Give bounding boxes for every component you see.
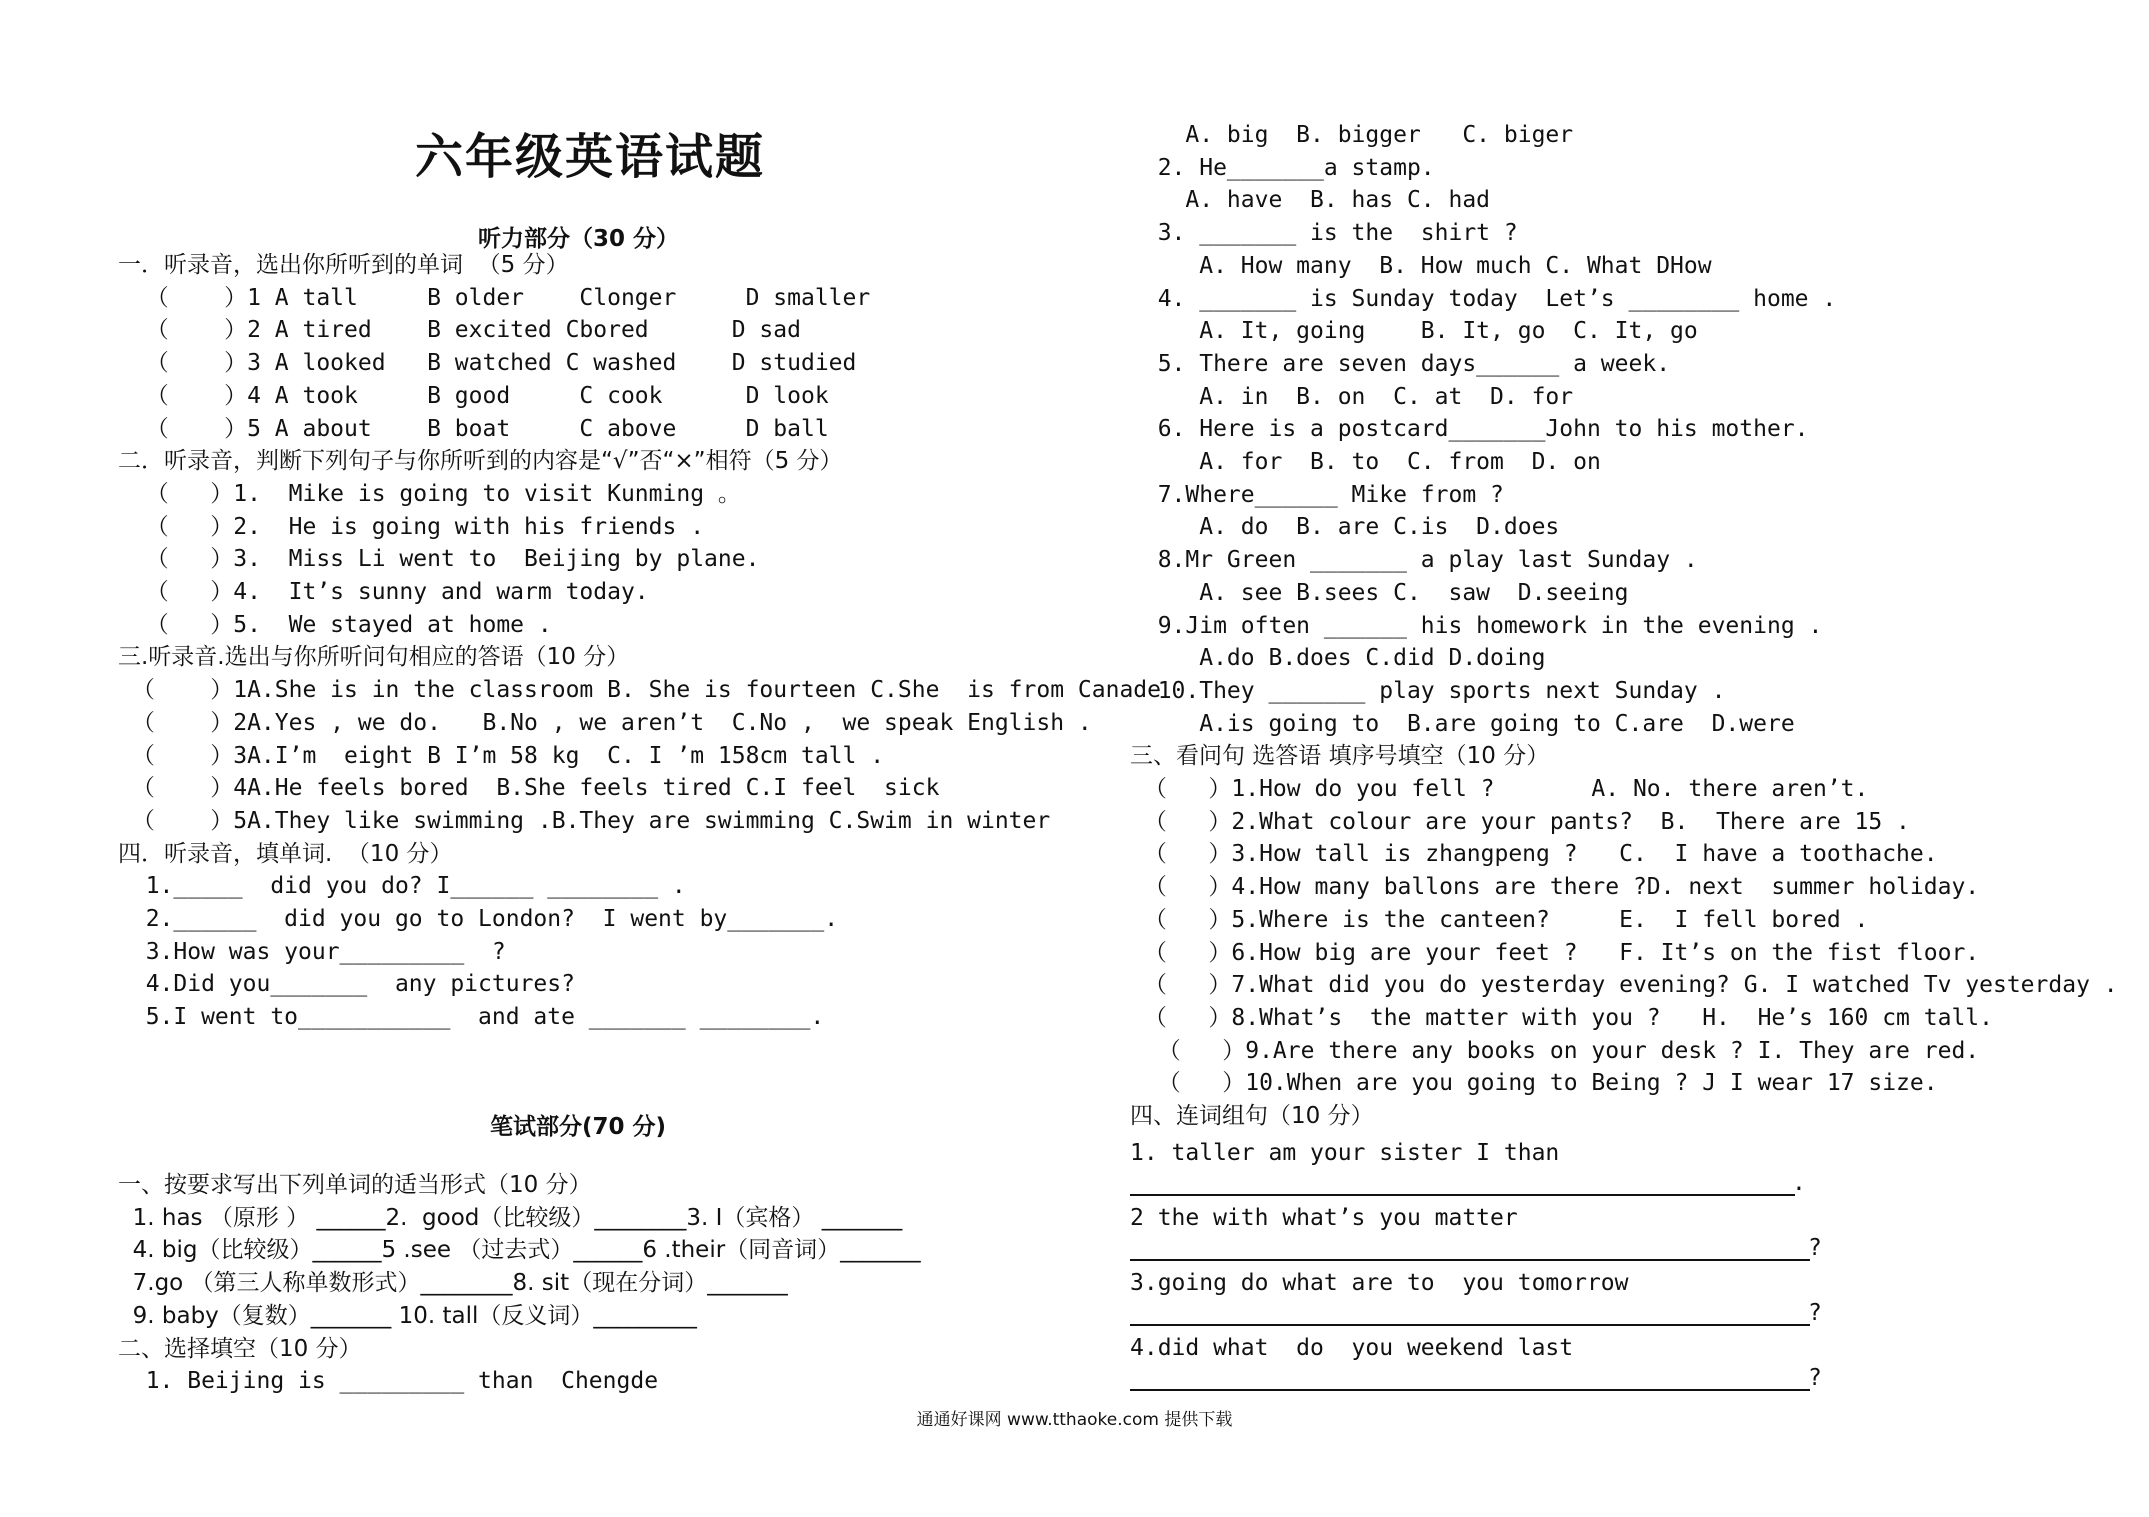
text-line: A.do B.does C.did D.doing (1130, 645, 1546, 672)
exam-title: 六年级英语试题 (415, 129, 766, 185)
text-line: 4. big（比较级）______5 .see （过去式）______6 .their（同音词）_______ (118, 1237, 921, 1264)
text-line: 9. baby（复数）_______ 10. tall（反义词）_________ (118, 1302, 697, 1329)
answer-line[interactable] (1130, 1324, 1810, 1326)
text-line: 3. _______ is the shirt ? (1130, 220, 1518, 247)
text-line: （ ）2 A tired B excited Cbored D sad (118, 317, 801, 344)
text-line: A. have B. has C. had (1130, 187, 1491, 214)
text-line: 10.They _______ play sports next Sunday . (1130, 677, 1726, 704)
reorder-prompt: 4.did what do you weekend last (1130, 1335, 1574, 1361)
sentence-end-mark: ? (1808, 1365, 1822, 1391)
text-line: （ ）4.How many ballons are there ?D. next summer holiday. (1130, 874, 1980, 901)
text-line: （ ）3.How tall is zhangpeng ? C. I have a toothache. (1130, 841, 1938, 868)
reorder-prompt: 3.going do what are to you tomorrow (1130, 1270, 1629, 1296)
text-line: 7.Where______ Mike from ? (1130, 481, 1504, 508)
listening-section-heading: 听力部分（30 分） (478, 226, 680, 252)
text-line: （ ）3 A looked B watched C washed D studied (118, 350, 857, 377)
text-line: （ ）2. He is going with his friends . (118, 513, 705, 540)
text-line: （ ）9.Are there any books on your desk ? I. They are red. (1130, 1037, 1980, 1064)
text-line: 2.______ did you go to London? I went by_______. (118, 906, 839, 932)
text-line: （ ）6.How big are your feet ? F. It’s on the fist floor. (1130, 939, 1980, 966)
text-line: A. see B.sees C. saw D.seeing (1130, 579, 1629, 606)
writing-section-heading: 笔试部分(70 分) (490, 1114, 667, 1140)
text-line: A. for B. to C. from D. on (1130, 449, 1601, 475)
text-line: 5. There are seven days______ a week. (1130, 350, 1671, 377)
text-line: （ ）10.When are you going to Being ? J I wear 17 size. (1130, 1070, 1938, 1097)
text-line: （ ）1A.She is in the classroom B. She is fourteen C.She is from Canade (118, 677, 1161, 704)
text-line: 二．听录音，判断下列句子与你所听到的内容是“√”否“×”相符（5 分） (118, 448, 843, 475)
text-line: （ ）7.What did you do yesterday evening? G. I watched Tv yesterday . (1130, 972, 2118, 999)
text-line: （ ）3A.I’m eight B I’m 58 kg C. I ’m 158cm tall . (118, 742, 885, 769)
footer-credit: 通通好课网 www.tthaoke.com 提供下载 (916, 1410, 1233, 1430)
text-line: 二、选择填空（10 分） (118, 1335, 362, 1362)
text-line: 一、按要求写出下列单词的适当形式（10 分） (118, 1172, 592, 1198)
text-line: （ ）4A.He feels bored B.She feels tired C.I feel sick (118, 775, 940, 802)
text-line: （ ）5. We stayed at home . (118, 611, 552, 638)
text-line: （ ）5 A about B boat C above D ball (118, 415, 829, 442)
answer-line[interactable] (1130, 1259, 1810, 1261)
text-line: A. do B. are C.is D.does (1130, 514, 1560, 541)
text-line: 1. Beijing is _________ than Chengde (118, 1368, 659, 1395)
text-line: A. in B. on C. at D. for (1130, 383, 1574, 410)
text-line: 4. _______ is Sunday today Let’s ________ home . (1130, 285, 1837, 312)
text-line: A. It, going B. It, go C. It, go (1130, 318, 1698, 345)
text-line: （ ）2A.Yes , we do. B.No , we aren’t C.No , we speak English . (118, 709, 1092, 736)
text-line: 1._____ did you do? I______ ________ . (118, 873, 686, 900)
answer-line[interactable] (1130, 1389, 1810, 1391)
text-line: （ ）1. Mike is going to visit Kunming 。 (118, 480, 741, 507)
text-line: 6. Here is a postcard_______John to his mother. (1130, 416, 1809, 443)
sentence-end-mark: . (1792, 1170, 1806, 1196)
text-line: 9.Jim often ______ his homework in the evening . (1130, 612, 1823, 639)
text-line: 1. has （原形 ） ______2. good（比较级）________3. I（宾格） _______ (118, 1204, 903, 1231)
text-line: A.is going to B.are going to C.are D.were (1130, 710, 1795, 737)
text-line: 四、连词组句（10 分） (1130, 1103, 1374, 1129)
text-line: 2. He_______a stamp. (1130, 154, 1435, 181)
text-line: 3.How was your_________ ? (118, 938, 506, 965)
text-line: A. How many B. How much C. What DHow (1130, 252, 1712, 279)
reorder-prompt: 2 the with what’s you matter (1130, 1205, 1518, 1231)
sentence-end-mark: ? (1808, 1235, 1822, 1261)
text-line: （ ）5A.They like swimming .B.They are swimming C.Swim in winter (118, 807, 1051, 834)
text-line: 三.听录音.选出与你所听问句相应的答语（10 分） (118, 644, 630, 671)
text-line: 5.I went to___________ and ate _______ ________. (118, 1004, 825, 1031)
text-line: （ ）3. Miss Li went to Beijing by plane. (118, 546, 760, 573)
text-line: （ ）4. It’s sunny and warm today. (118, 579, 649, 605)
text-line: （ ）2.What colour are your pants? B. There are 15 . (1130, 808, 1910, 835)
sentence-end-mark: ? (1808, 1300, 1822, 1326)
text-line: 7.go （第三人称单数形式）________8. sit（现在分词）_______ (118, 1270, 788, 1297)
reorder-prompt: 1. taller am your sister I than (1130, 1140, 1560, 1166)
text-line: 三、看问句 选答语 填序号填空（10 分） (1130, 743, 1550, 770)
text-line: （ ）1.How do you fell ? A. No. there aren’t. (1130, 776, 1869, 802)
text-line: （ ）1 A tall B older Clonger D smaller (118, 284, 871, 311)
text-line: （ ）8.What’s the matter with you ? H. He’s 160 cm tall. (1130, 1004, 1993, 1031)
answer-line[interactable] (1130, 1194, 1795, 1196)
text-line: 4.Did you_______ any pictures? (118, 971, 575, 998)
text-line: 8.Mr Green _______ a play last Sunday . (1130, 547, 1698, 574)
text-line: 四．听录音，填单词. （10 分） (118, 840, 453, 867)
text-line: A. big B. bigger C. biger (1130, 122, 1574, 148)
text-line: 一．听录音，选出你所听到的单词 （5 分） (118, 252, 569, 278)
text-line: （ ）4 A took B good C cook D look (118, 382, 829, 409)
text-line: （ ）5.Where is the canteen? E. I fell bored . (1130, 906, 1869, 933)
